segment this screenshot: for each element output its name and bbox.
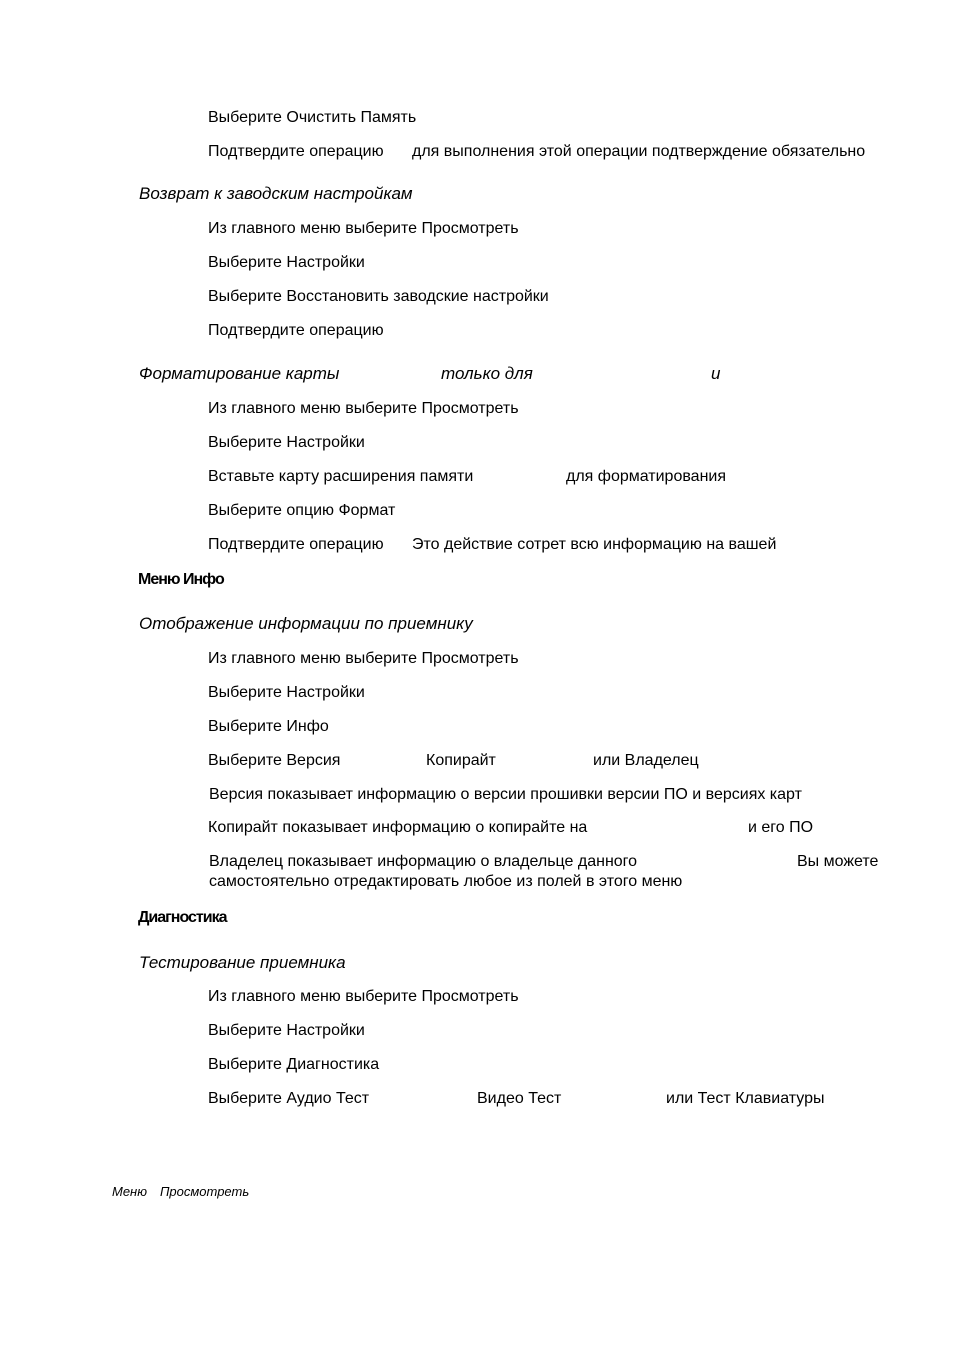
format-card-step-insert-suffix: для форматирования	[566, 468, 727, 485]
info-menu-step-3: Выберите Инфо	[208, 718, 329, 735]
info-menu-step-1: Из главного меню выберите Просмотреть	[208, 650, 519, 667]
factory-reset-step-4: Подтвердите операцию	[208, 322, 384, 339]
diagnostics-heading: Диагностика	[138, 909, 227, 926]
factory-reset-step-1: Из главного меню выберите Просмотреть	[208, 220, 519, 237]
diagnostics-step-1: Из главного меню выберите Просмотреть	[208, 988, 519, 1005]
diagnostics-title: Тестирование приемника	[139, 953, 346, 972]
info-menu-owner-desc-suffix: Вы можете	[797, 853, 879, 870]
info-menu-step-choose-owner: или Владелец	[593, 752, 699, 769]
info-menu-copyright-desc-suffix: и его ПО	[748, 819, 814, 836]
format-card-step-confirm-note: Это действие сотрет всю информацию на вашей	[412, 536, 777, 553]
format-card-title-only-for: только для	[441, 364, 533, 383]
info-menu-step-2: Выберите Настройки	[208, 684, 365, 701]
diagnostics-step-2: Выберите Настройки	[208, 1022, 365, 1039]
factory-reset-step-3: Выберите Восстановить заводские настройки	[208, 288, 549, 305]
info-menu-owner-desc-line-2: самостоятельно отредактировать любое из полей в этого меню	[209, 873, 683, 890]
format-card-step-insert: Вставьте карту расширения памяти	[208, 468, 474, 485]
footer-view: Просмотреть	[160, 1184, 250, 1199]
info-menu-step-choose-version: Выберите Версия	[208, 752, 341, 769]
diagnostics-step-3: Выберите Диагностика	[208, 1056, 380, 1073]
format-card-step-1: Из главного меню выберите Просмотреть	[208, 400, 519, 417]
format-card-title-and: и	[711, 364, 721, 383]
diagnostics-step-keyboard-test: или Тест Клавиатуры	[666, 1090, 825, 1107]
format-card-step-confirm: Подтвердите операцию	[208, 536, 384, 553]
format-card-step-format: Выберите опцию Формат	[208, 502, 396, 519]
format-card-step-2: Выберите Настройки	[208, 434, 365, 451]
diagnostics-step-audio-test: Выберите Аудио Тест	[208, 1090, 370, 1107]
info-menu-copyright-desc: Копирайт показывает информацию о копирайте на	[208, 819, 588, 836]
info-menu-title: Отображение информации по приемнику	[139, 614, 473, 633]
footer-menu: Меню	[112, 1184, 147, 1199]
info-menu-step-choose-copyright: Копирайт	[426, 752, 496, 769]
info-menu-owner-desc: Владелец показывает информацию о владельце данного	[209, 853, 638, 870]
step-confirm-note: для выполнения этой операции подтверждение обязательно	[412, 143, 866, 160]
diagnostics-step-video-test: Видео Тест	[477, 1090, 562, 1107]
step-confirm-clear: Подтвердите операцию	[208, 143, 384, 160]
info-menu-version-desc: Версия показывает информацию о версии прошивки версии ПО и версиях карт	[209, 786, 802, 803]
factory-reset-title: Возврат к заводским настройкам	[139, 184, 413, 203]
step-clear-memory: Выберите Очистить Память	[208, 109, 417, 126]
factory-reset-step-2: Выберите Настройки	[208, 254, 365, 271]
info-menu-heading: Меню Инфо	[138, 571, 224, 588]
format-card-title: Форматирование карты	[139, 364, 340, 383]
